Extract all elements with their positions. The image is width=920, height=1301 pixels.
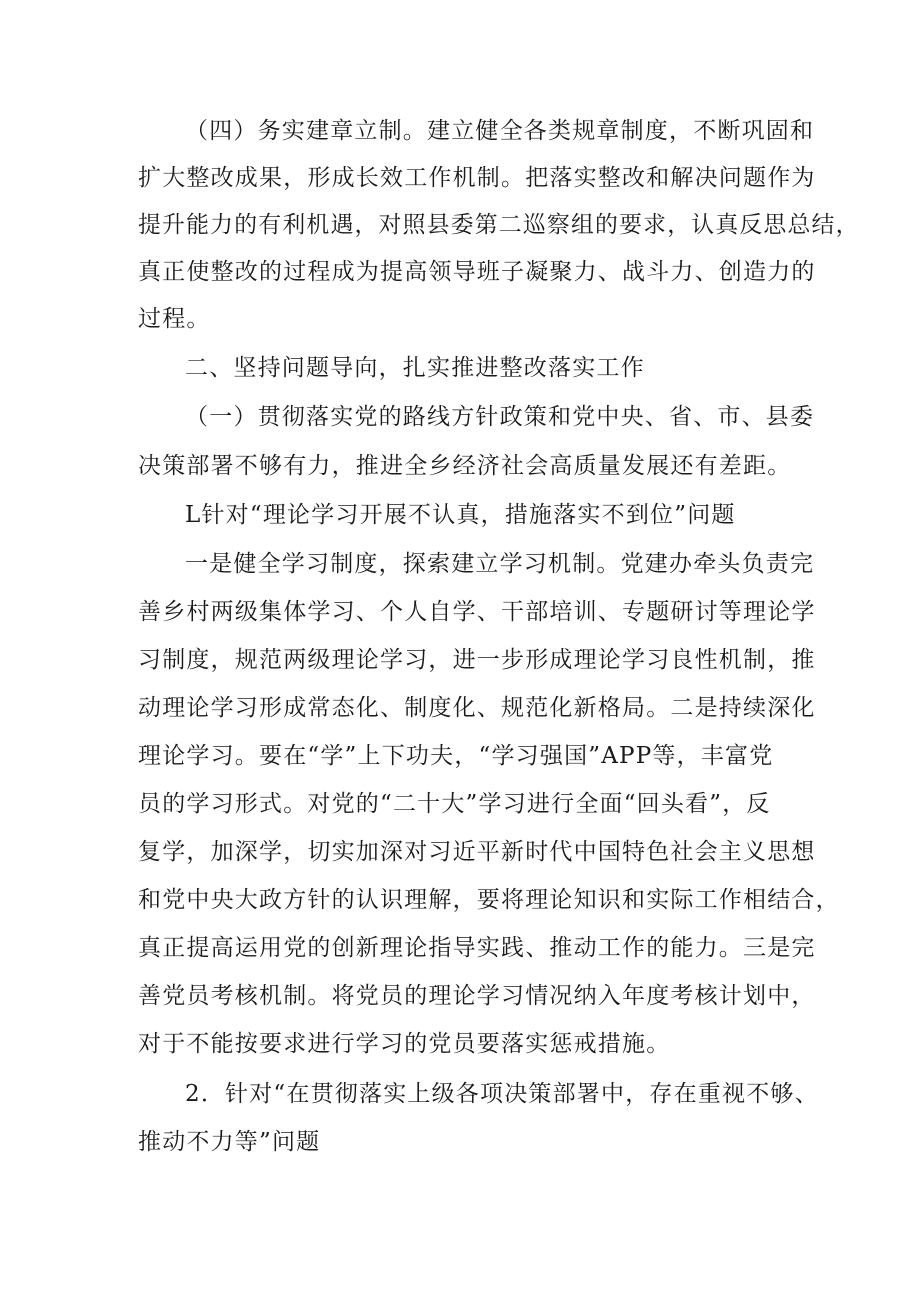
text-line: 习制度，规范两级理论学习，进一步形成理论学习良性机制，推 [138, 647, 816, 673]
section-heading: 二、坚持问题导向，扎实推进整改落实工作 [185, 355, 645, 381]
text-line: （四）务实建章立制。建立健全各类规章制度，不断巩固和 [185, 118, 815, 144]
text-line: 真正提高运用党的创新理论指导实践、推动工作的能力。三是完 [138, 935, 816, 961]
text-line: 动理论学习形成常态化、制度化、规范化新格局。二是持续深化 [138, 695, 816, 721]
item-heading: 2．针对“在贯彻落实上级各项决策部署中，存在重视不够、 [185, 1081, 819, 1107]
text-line: 员的学习形式。对党的“二十大”学习进行全面“回头看”，反 [138, 791, 771, 817]
text-line: 理论学习。要在“学”上下功夫，“学习强国”APP等，丰富党 [138, 743, 774, 769]
text-line: 复学，加深学，切实加深对习近平新时代中国特色社会主义思想 [138, 839, 816, 865]
subsection-heading: （一）贯彻落实党的路线方针政策和党中央、省、市、县委 [185, 404, 815, 430]
text-line: 过程。 [138, 306, 211, 332]
text-line: 对于不能按要求进行学习的党员要落实惩戒措施。 [138, 1031, 671, 1057]
text-line: 善乡村两级集体学习、个人自学、干部培训、专题研讨等理论学 [138, 599, 816, 625]
text-line: 和党中央大政方针的认识理解，要将理论知识和实际工作相结合， [138, 887, 840, 913]
text-line: 决策部署不够有力，推进全乡经济社会高质量发展还有差距。 [138, 453, 792, 479]
text-line: 扩大整改成果，形成长效工作机制。把落实整改和解决问题作为 [138, 165, 816, 191]
text-line: 真正使整改的过程成为提高领导班子凝聚力、战斗力、创造力的 [138, 259, 816, 285]
item-heading: L针对“理论学习开展不认真，措施落实不到位”问题 [185, 502, 736, 528]
text-line: 提升能力的有利机遇，对照县委第二巡察组的要求，认真反思总结， [138, 212, 860, 238]
text-line: 善党员考核机制。将党员的理论学习情况纳入年度考核计划中， [138, 983, 816, 1009]
text-line: 一是健全学习制度，探索建立学习机制。党建办牵头负责完 [185, 551, 815, 577]
text-line: 推动不力等”问题 [138, 1129, 321, 1155]
